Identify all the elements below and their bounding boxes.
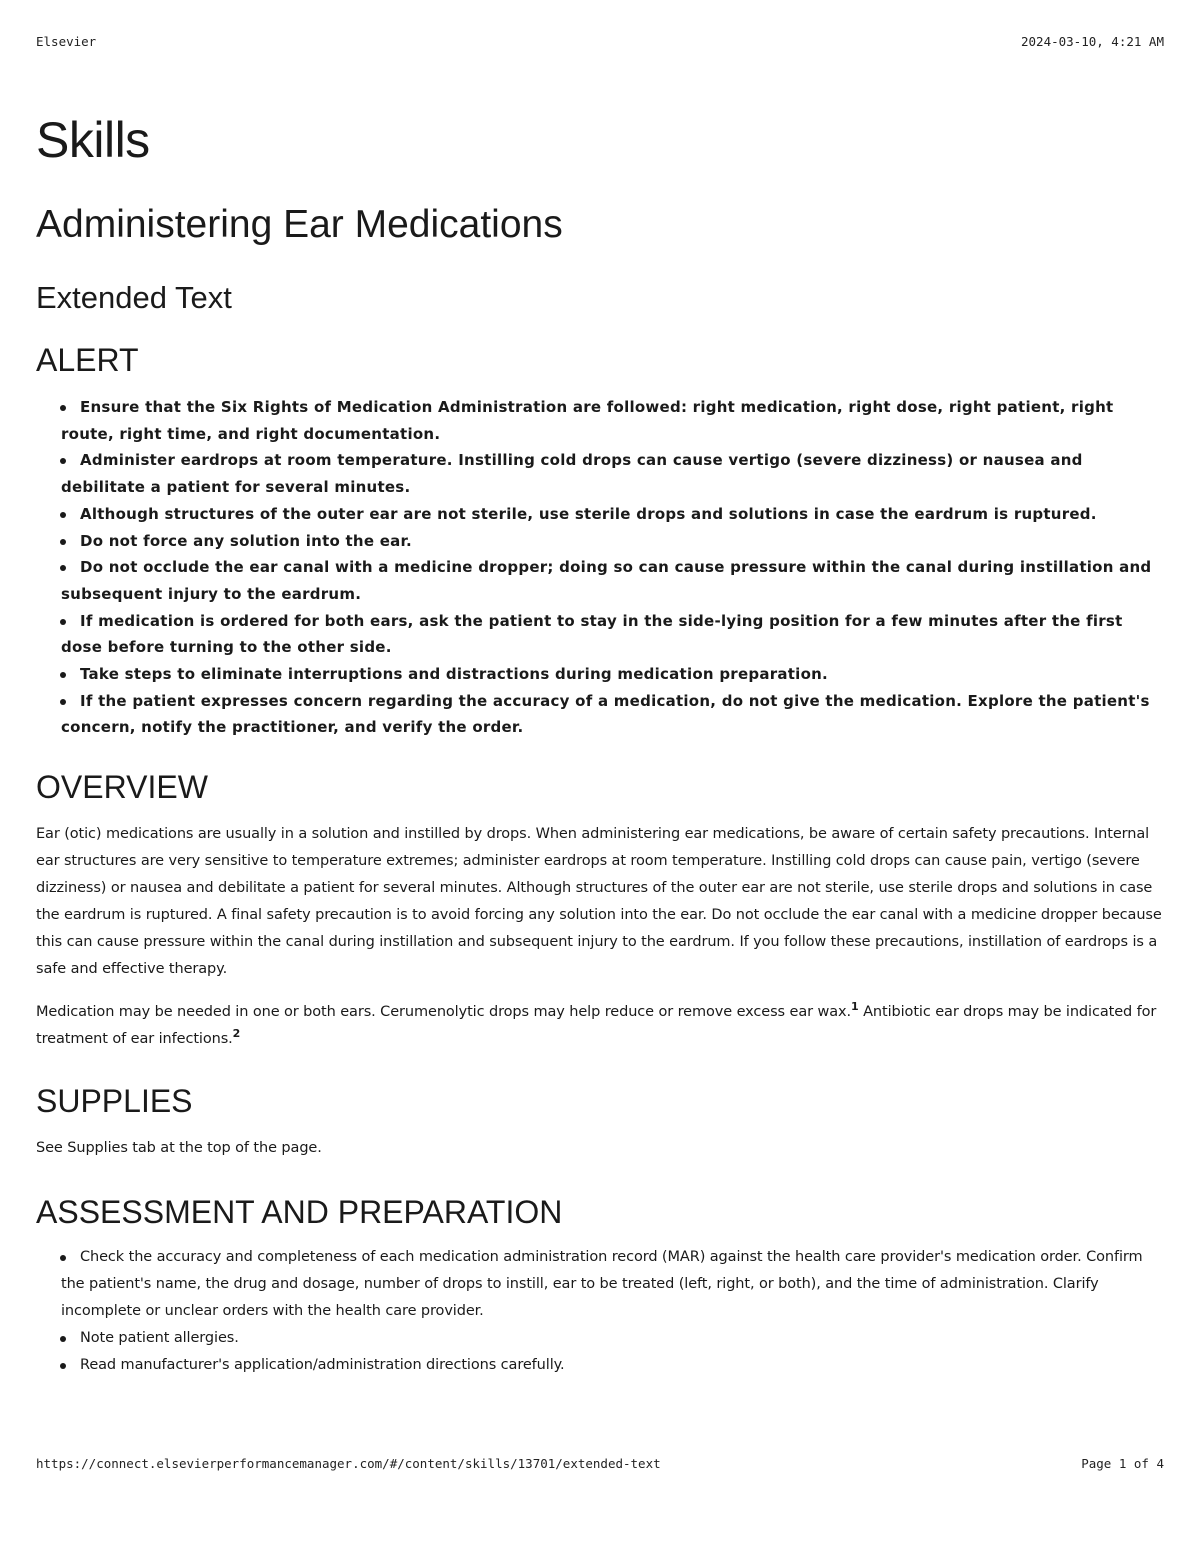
alert-section bbox=[36, 340, 1164, 741]
assessment-section bbox=[36, 1192, 1164, 1379]
reference-1: 1 bbox=[851, 1000, 859, 1014]
skill-title: Administering Ear Medications bbox=[36, 203, 563, 246]
assessment-item: Check the accuracy and completeness of each medication administration record (MAR) against the health care provider's medication order. Confirm the patient's name, the drug and dosage, number of drops to instill, ear to be treated (left, right, or both), and the time of administration. Clarify incomplete or unclear orders with the health care provider. bbox=[61, 1249, 1143, 1320]
overview-paragraph: Ear (otic) medications are usually in a solution and instilled by drops. When administering ear medications, be aware of certain safety precautions. Internal ear structures are very sensitive to temperature extremes; administer eardrops at room temperature. Instilling cold drops can cause pain, vertigo (severe dizziness) or nausea and debilitate a patient for several minutes. Although structures of the outer ear are not sterile, use sterile drops and solutions in case the eardrum is ruptured. A final safety precaution is to avoid forcing any solution into the ear. Do not occlude the ear canal with a medicine dropper because this can cause pressure within the canal during instillation and subsequent injury to the eardrum. If you follow these precautions, instillation of eardrops is a safe and effective therapy. bbox=[36, 826, 1162, 978]
supplies-text: See Supplies tab at the top of the page. bbox=[36, 1140, 322, 1157]
alert-list bbox=[36, 394, 1164, 741]
alert-item: If medication is ordered for both ears, ask the patient to stay in the side-lying position for a few minutes after the first dose before turning to the other side. bbox=[61, 611, 1123, 657]
page-number: Page 1 of 4 bbox=[1081, 1456, 1164, 1471]
header-source: Elsevier bbox=[36, 34, 97, 49]
page-title: Skills bbox=[36, 112, 150, 168]
assessment-heading: ASSESSMENT AND PREPARATION bbox=[36, 1194, 563, 1231]
alert-item: Although structures of the outer ear are not sterile, use sterile drops and solutions in case the eardrum is ruptured. bbox=[80, 504, 1097, 523]
reference-2: 2 bbox=[232, 1027, 241, 1041]
alert-item: Administer eardrops at room temperature. Instilling cold drops can cause vertigo (severe dizziness) or nausea and debilitate a patient for several minutes. bbox=[61, 451, 1083, 497]
footer-url: https://connect.elsevierperformancemanager.com/#/content/skills/13701/extended-text bbox=[36, 1456, 661, 1471]
page-content bbox=[36, 108, 1164, 1379]
supplies-heading: SUPPLIES bbox=[36, 1083, 193, 1120]
extended-text-title: Extended Text bbox=[36, 280, 232, 315]
assessment-list bbox=[36, 1244, 1164, 1379]
alert-item: Take steps to eliminate interruptions and distractions during medication preparation. bbox=[80, 665, 828, 684]
alert-heading: ALERT bbox=[36, 342, 139, 378]
overview-paragraph-2: Medication may be needed in one or both ears. Cerumenolytic drops may help reduce or remove excess ear wax.$^1$ Antibiotic ear drops may be indicated for treatment of ear infections.$^2$ bbox=[36, 1000, 1157, 1048]
header-timestamp: 2024-03-10, 4:21 AM bbox=[1021, 34, 1164, 49]
alert-item: Do not occlude the ear canal with a medicine dropper; doing so can cause pressure within the canal during instillation and subsequent injury to the eardrum. bbox=[61, 558, 1152, 603]
print-header bbox=[36, 34, 1164, 49]
alert-item: If the patient expresses concern regarding the accuracy of a medication, do not give the medication. Explore the patient's concern, notify the practitioner, and verify the order. bbox=[61, 691, 1150, 737]
assessment-item: Note patient allergies. bbox=[80, 1330, 239, 1347]
supplies-section bbox=[36, 1081, 1164, 1162]
overview-heading: OVERVIEW bbox=[36, 769, 208, 806]
alert-item: Ensure that the Six Rights of Medication Administration are followed: right medication, right dose, right patient, right route, right time, and right documentation. bbox=[61, 398, 1114, 443]
print-footer bbox=[36, 1456, 1164, 1471]
overview-section bbox=[36, 767, 1164, 1053]
assessment-item: Read manufacturer's application/administration directions carefully. bbox=[80, 1357, 565, 1374]
alert-item: Do not force any solution into the ear. bbox=[80, 531, 413, 550]
